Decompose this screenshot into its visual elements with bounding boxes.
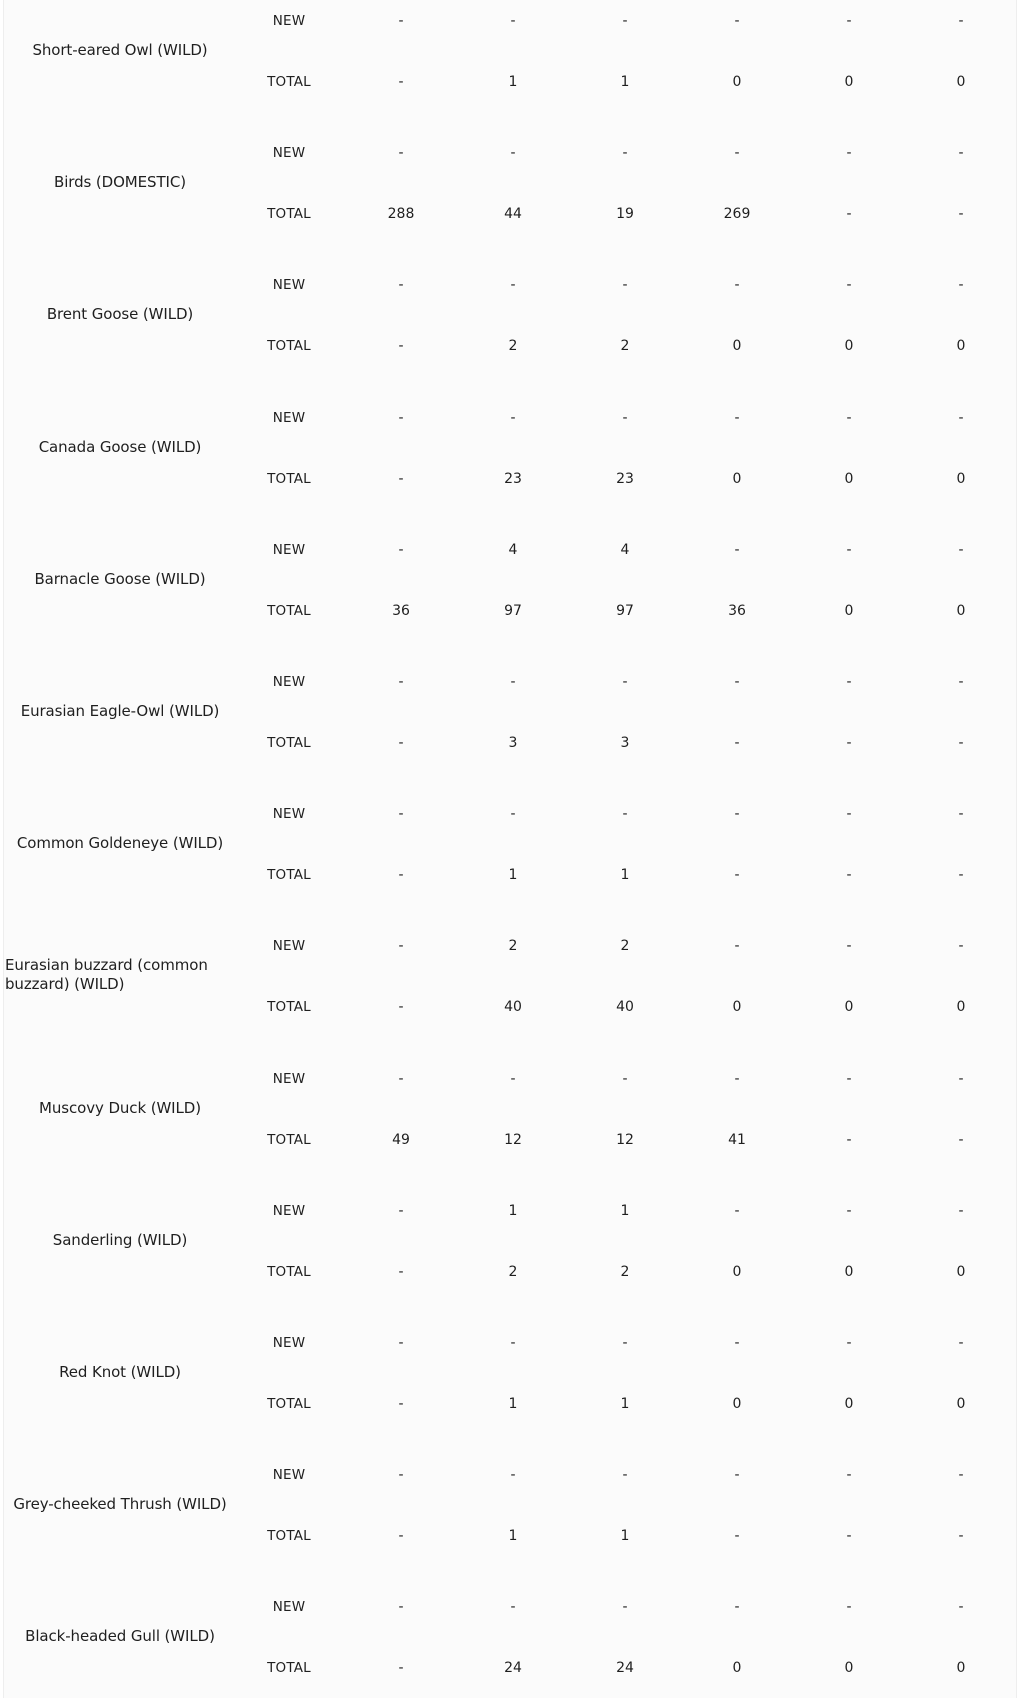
value-cell: -	[846, 674, 852, 690]
value-cell: -	[958, 735, 964, 751]
table-row-new	[4, 1069, 1016, 1089]
value-cell: -	[510, 1467, 516, 1484]
value-cell: 0	[956, 999, 966, 1016]
new-label: NEW	[272, 938, 306, 955]
value-cell: -	[398, 13, 404, 29]
value-cell: -	[734, 145, 740, 162]
value-cell: -	[958, 1202, 964, 1219]
table-row-new	[4, 804, 1016, 824]
value-cell: -	[398, 74, 404, 90]
species-name: Muscovy Duck (WILD)	[39, 1098, 201, 1117]
value-cell: -	[622, 806, 628, 823]
value-cell: -	[958, 1070, 964, 1087]
value-cell: 3	[508, 735, 518, 751]
value-cell: -	[510, 674, 516, 690]
value-cell: -	[398, 1660, 404, 1677]
total-label: TOTAL	[267, 735, 311, 751]
value-cell: 0	[844, 338, 854, 355]
value-cell: 41	[728, 1131, 746, 1148]
value-cell: -	[846, 938, 852, 955]
value-cell: 1	[620, 74, 630, 90]
value-cell: -	[846, 13, 852, 29]
value-cell: -	[958, 867, 964, 884]
value-cell: -	[398, 409, 404, 426]
table-row-total	[4, 1526, 1016, 1546]
species-name: Eurasian Eagle-Owl (WILD)	[20, 702, 220, 720]
value-cell: -	[510, 13, 516, 29]
total-label: TOTAL	[267, 602, 311, 619]
species-name: Short-eared Owl (WILD)	[32, 41, 208, 59]
table-row-new	[4, 275, 1016, 295]
value-cell: 0	[732, 74, 742, 90]
value-cell: -	[398, 470, 404, 487]
new-label: NEW	[272, 541, 306, 558]
value-cell: -	[622, 1070, 628, 1087]
value-cell: 0	[956, 1263, 966, 1280]
total-label: TOTAL	[267, 1528, 311, 1545]
value-cell: -	[958, 1335, 964, 1351]
value-cell: -	[622, 1599, 628, 1616]
value-cell: -	[622, 145, 628, 162]
table-row-total	[4, 865, 1016, 885]
value-cell: 36	[392, 602, 410, 619]
value-cell: -	[398, 938, 404, 955]
value-cell: 1	[620, 867, 630, 884]
value-cell: 2	[620, 1263, 630, 1280]
species-name: Black-headed Gull (WILD)	[25, 1627, 215, 1646]
value-cell: -	[958, 277, 964, 294]
value-cell: 1	[620, 1528, 630, 1545]
value-cell: -	[846, 541, 852, 558]
value-cell: -	[846, 1599, 852, 1616]
table-row-new	[4, 1465, 1016, 1485]
value-cell: -	[734, 13, 740, 29]
value-cell: -	[510, 409, 516, 426]
value-cell: -	[398, 1263, 404, 1280]
value-cell: 2	[508, 1263, 518, 1280]
species-name: Birds (DOMESTIC)	[54, 173, 186, 192]
value-cell: -	[622, 1335, 628, 1351]
total-label: TOTAL	[267, 867, 311, 884]
value-cell: -	[398, 277, 404, 294]
table-row-new	[4, 143, 1016, 163]
table-row-total	[4, 204, 1016, 224]
species-name: Barnacle Goose (WILD)	[34, 569, 206, 588]
value-cell: -	[846, 1202, 852, 1219]
value-cell: 23	[504, 470, 522, 487]
value-cell: -	[622, 13, 628, 29]
value-cell: -	[398, 1396, 404, 1412]
value-cell: -	[734, 806, 740, 823]
value-cell: -	[398, 867, 404, 884]
table-row-total	[4, 1130, 1016, 1150]
value-cell: 44	[504, 206, 522, 223]
total-label: TOTAL	[267, 999, 311, 1016]
value-cell: -	[958, 13, 964, 29]
new-label: NEW	[272, 1070, 306, 1087]
value-cell: -	[958, 1599, 964, 1616]
species-name: Brent Goose (WILD)	[46, 305, 194, 324]
table-row-total	[4, 733, 1016, 753]
value-cell: 0	[732, 1263, 742, 1280]
value-cell: -	[734, 674, 740, 690]
species-name: Eurasian buzzard (common buzzard) (WILD)	[5, 956, 208, 994]
species-name: Common Goldeneye (WILD)	[16, 834, 224, 853]
new-label: NEW	[272, 674, 306, 690]
value-cell: -	[734, 1467, 740, 1484]
value-cell: -	[734, 735, 740, 751]
value-cell: -	[958, 806, 964, 823]
table-row-total	[4, 601, 1016, 621]
table-row-total	[4, 997, 1016, 1017]
table-row-new	[4, 936, 1016, 956]
value-cell: 2	[508, 938, 518, 955]
value-cell: 36	[728, 602, 746, 619]
value-cell: -	[734, 1528, 740, 1545]
value-cell: -	[846, 806, 852, 823]
value-cell: 0	[956, 470, 966, 487]
value-cell: 0	[732, 470, 742, 487]
value-cell: 0	[844, 74, 854, 90]
value-cell: -	[510, 1335, 516, 1351]
value-cell: -	[398, 999, 404, 1016]
value-cell: -	[958, 1467, 964, 1484]
value-cell: 0	[844, 1263, 854, 1280]
table-row-new	[4, 11, 1016, 31]
value-cell: -	[398, 1467, 404, 1484]
value-cell: 0	[732, 338, 742, 355]
species-name: Canada Goose (WILD)	[38, 437, 202, 456]
value-cell: 40	[504, 999, 522, 1016]
total-label: TOTAL	[267, 1660, 311, 1677]
value-cell: -	[734, 867, 740, 884]
value-cell: -	[622, 674, 628, 690]
value-cell: 4	[620, 541, 630, 558]
value-cell: 0	[956, 602, 966, 619]
value-cell: 2	[508, 338, 518, 355]
value-cell: 0	[844, 999, 854, 1016]
value-cell: 23	[616, 470, 634, 487]
value-cell: -	[398, 735, 404, 751]
value-cell: -	[846, 1070, 852, 1087]
value-cell: -	[846, 145, 852, 162]
value-cell: -	[958, 1528, 964, 1545]
value-cell: -	[622, 1467, 628, 1484]
table-row-total	[4, 1394, 1016, 1414]
table-row-new	[4, 672, 1016, 692]
value-cell: -	[734, 409, 740, 426]
value-cell: 97	[504, 602, 522, 619]
table-row-total	[4, 1658, 1016, 1678]
value-cell: -	[398, 806, 404, 823]
value-cell: -	[734, 1070, 740, 1087]
value-cell: -	[958, 1131, 964, 1148]
value-cell: -	[398, 1070, 404, 1087]
new-label: NEW	[272, 409, 306, 426]
species-name: Red Knot (WILD)	[59, 1363, 181, 1381]
value-cell: 24	[504, 1660, 522, 1677]
value-cell: -	[398, 1335, 404, 1351]
value-cell: -	[398, 338, 404, 355]
value-cell: -	[734, 277, 740, 294]
value-cell: -	[958, 674, 964, 690]
value-cell: 0	[956, 74, 966, 90]
total-label: TOTAL	[267, 206, 311, 223]
value-cell: 0	[844, 470, 854, 487]
total-label: TOTAL	[267, 1396, 311, 1412]
value-cell: -	[846, 1335, 852, 1351]
total-label: TOTAL	[267, 470, 311, 487]
value-cell: -	[958, 541, 964, 558]
value-cell: -	[398, 1528, 404, 1545]
value-cell: -	[510, 1070, 516, 1087]
value-cell: 19	[616, 206, 634, 223]
value-cell: 0	[844, 1396, 854, 1412]
value-cell: 269	[723, 206, 751, 223]
table-row-new	[4, 540, 1016, 560]
value-cell: 0	[732, 1396, 742, 1412]
table-row-new	[4, 1201, 1016, 1221]
value-cell: -	[734, 1335, 740, 1351]
value-cell: -	[398, 145, 404, 162]
new-label: NEW	[272, 1467, 306, 1484]
value-cell: 1	[508, 1528, 518, 1545]
value-cell: 0	[844, 1660, 854, 1677]
new-label: NEW	[272, 1335, 306, 1351]
value-cell: 40	[616, 999, 634, 1016]
new-label: NEW	[272, 277, 306, 294]
table-row-new	[4, 1333, 1016, 1353]
value-cell: -	[734, 1202, 740, 1219]
table-row-total	[4, 72, 1016, 92]
value-cell: -	[398, 1202, 404, 1219]
value-cell: 1	[508, 1202, 518, 1219]
value-cell: -	[510, 145, 516, 162]
value-cell: -	[734, 938, 740, 955]
total-label: TOTAL	[267, 1263, 311, 1280]
value-cell: -	[958, 409, 964, 426]
value-cell: -	[958, 145, 964, 162]
total-label: TOTAL	[267, 338, 311, 355]
value-cell: -	[958, 206, 964, 223]
value-cell: -	[510, 806, 516, 823]
value-cell: 2	[620, 338, 630, 355]
value-cell: 0	[956, 1396, 966, 1412]
value-cell: 1	[508, 74, 518, 90]
value-cell: 3	[620, 735, 630, 751]
value-cell: 0	[732, 999, 742, 1016]
new-label: NEW	[272, 145, 306, 162]
total-label: TOTAL	[267, 1131, 311, 1148]
species-name: Grey-cheeked Thrush (WILD)	[13, 1495, 227, 1514]
table-row-total	[4, 469, 1016, 489]
new-label: NEW	[272, 13, 306, 29]
total-label: TOTAL	[267, 74, 311, 90]
value-cell: -	[398, 674, 404, 690]
table-row-total	[4, 1262, 1016, 1282]
value-cell: -	[958, 938, 964, 955]
value-cell: 1	[508, 1396, 518, 1412]
value-cell: -	[846, 277, 852, 294]
value-cell: 1	[508, 867, 518, 884]
value-cell: 1	[620, 1396, 630, 1412]
table-row-total	[4, 336, 1016, 356]
value-cell: -	[510, 277, 516, 294]
value-cell: 0	[732, 1660, 742, 1677]
value-cell: -	[510, 1599, 516, 1616]
value-cell: 288	[387, 206, 415, 223]
value-cell: 0	[844, 602, 854, 619]
new-label: NEW	[272, 1202, 306, 1219]
value-cell: 4	[508, 541, 518, 558]
value-cell: -	[846, 409, 852, 426]
value-cell: 0	[956, 1660, 966, 1677]
new-label: NEW	[272, 806, 306, 823]
value-cell: 1	[620, 1202, 630, 1219]
value-cell: -	[846, 206, 852, 223]
table-row-new	[4, 1597, 1016, 1617]
value-cell: 24	[616, 1660, 634, 1677]
value-cell: -	[846, 1467, 852, 1484]
value-cell: 97	[616, 602, 634, 619]
value-cell: -	[622, 409, 628, 426]
value-cell: -	[622, 277, 628, 294]
new-label: NEW	[272, 1599, 306, 1616]
value-cell: -	[398, 541, 404, 558]
value-cell: -	[846, 1528, 852, 1545]
value-cell: 0	[956, 338, 966, 355]
value-cell: 12	[504, 1131, 522, 1148]
species-name: Sanderling (WILD)	[52, 1230, 188, 1249]
value-cell: -	[846, 735, 852, 751]
value-cell: 49	[392, 1131, 410, 1148]
value-cell: -	[846, 1131, 852, 1148]
value-cell: -	[846, 867, 852, 884]
value-cell: -	[734, 541, 740, 558]
value-cell: 2	[620, 938, 630, 955]
value-cell: -	[734, 1599, 740, 1616]
value-cell: -	[398, 1599, 404, 1616]
table-row-new	[4, 408, 1016, 428]
outbreak-table	[3, 0, 1017, 1698]
value-cell: 12	[616, 1131, 634, 1148]
